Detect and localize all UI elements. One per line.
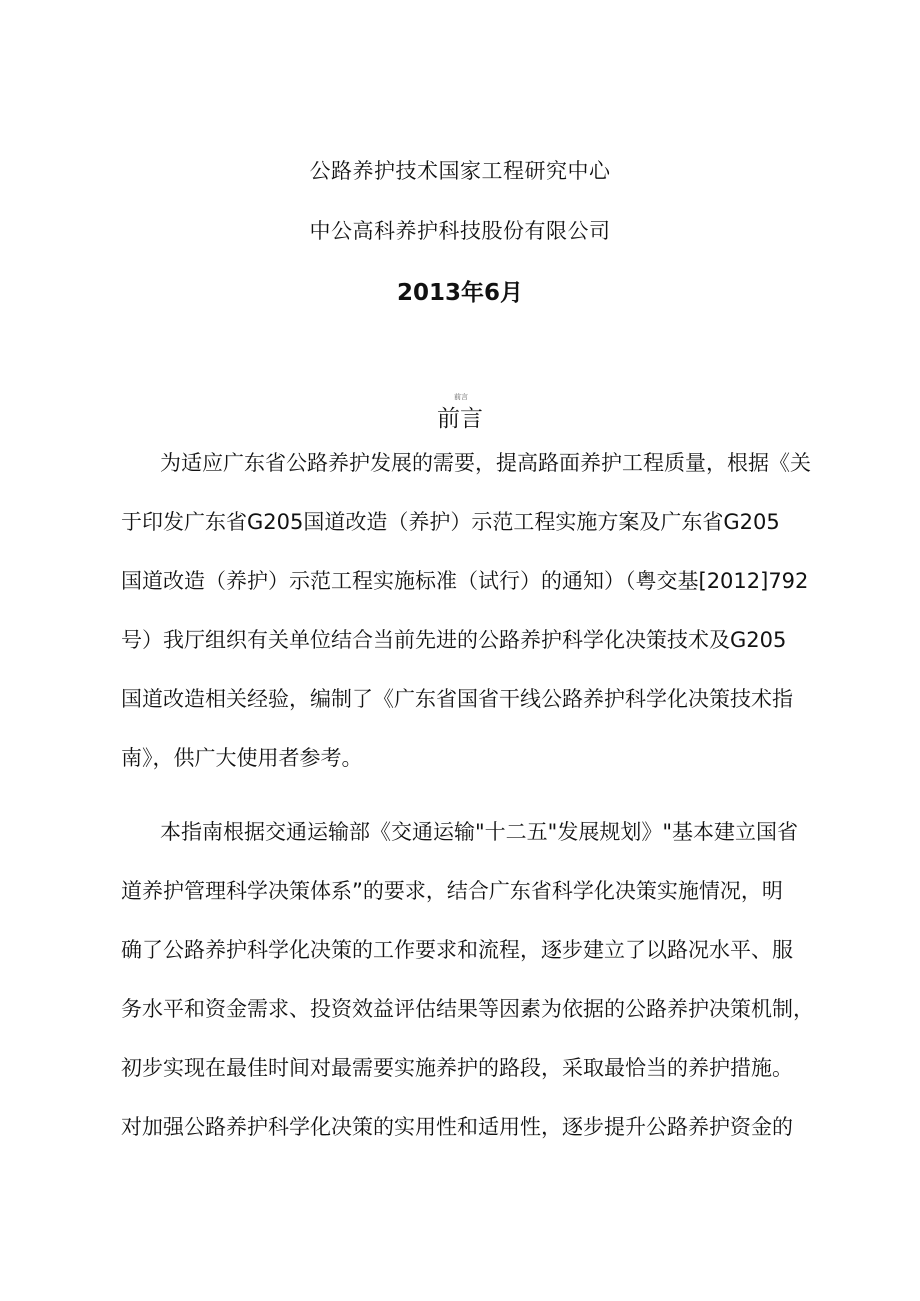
paragraph-1-line: 国道改造相关经验，编制了《广东省国省干线公路养护科学化决策技术指 [121, 687, 793, 711]
publication-date: 2013年6月 [396, 280, 524, 306]
preface-small-mark: 前言 [454, 393, 468, 401]
paragraph-2-line: 对加强公路养护科学化决策的实用性和适用性，逐步提升公路养护资金的 [121, 1115, 793, 1139]
paragraph-1-line: 南》，供广大使用者参考。 [121, 746, 363, 770]
preface-title: 前言 [437, 406, 483, 432]
org-line-2: 中公高科养护科技股份有限公司 [309, 219, 611, 243]
paragraph-2-line: 道养护管理科学决策体系”的要求，结合广东省科学化决策实施情况，明 [121, 879, 783, 903]
paragraph-1-line: 国道改造（养护）示范工程实施标准（试行）的通知）（粤交基[2012]792 [121, 569, 809, 593]
paragraph-2-line: 初步实现在最佳时间对最需要实施养护的路段，采取最恰当的养护措施。 [121, 1056, 793, 1080]
paragraph-1-line: 于印发广东省G205国道改造（养护）示范工程实施方案及广东省G205 [121, 510, 780, 534]
paragraph-2-line: 务水平和资金需求、投资效益评估结果等因素为依据的公路养护决策机制， [121, 997, 814, 1021]
paragraph-1-line: 为适应广东省公路养护发展的需要，提高路面养护工程质量，根据《关 [160, 451, 811, 475]
paragraph-2-line: 确了公路养护科学化决策的工作要求和流程，逐步建立了以路况水平、服 [121, 938, 793, 962]
paragraph-1-line: 号）我厅组织有关单位结合当前先进的公路养护科学化决策技术及G205 [121, 628, 787, 652]
paragraph-2-line: 本指南根据交通运输部《交通运输"十二五"发展规划》"基本建立国省 [160, 820, 798, 844]
org-line-1: 公路养护技术国家工程研究中心 [309, 159, 611, 183]
